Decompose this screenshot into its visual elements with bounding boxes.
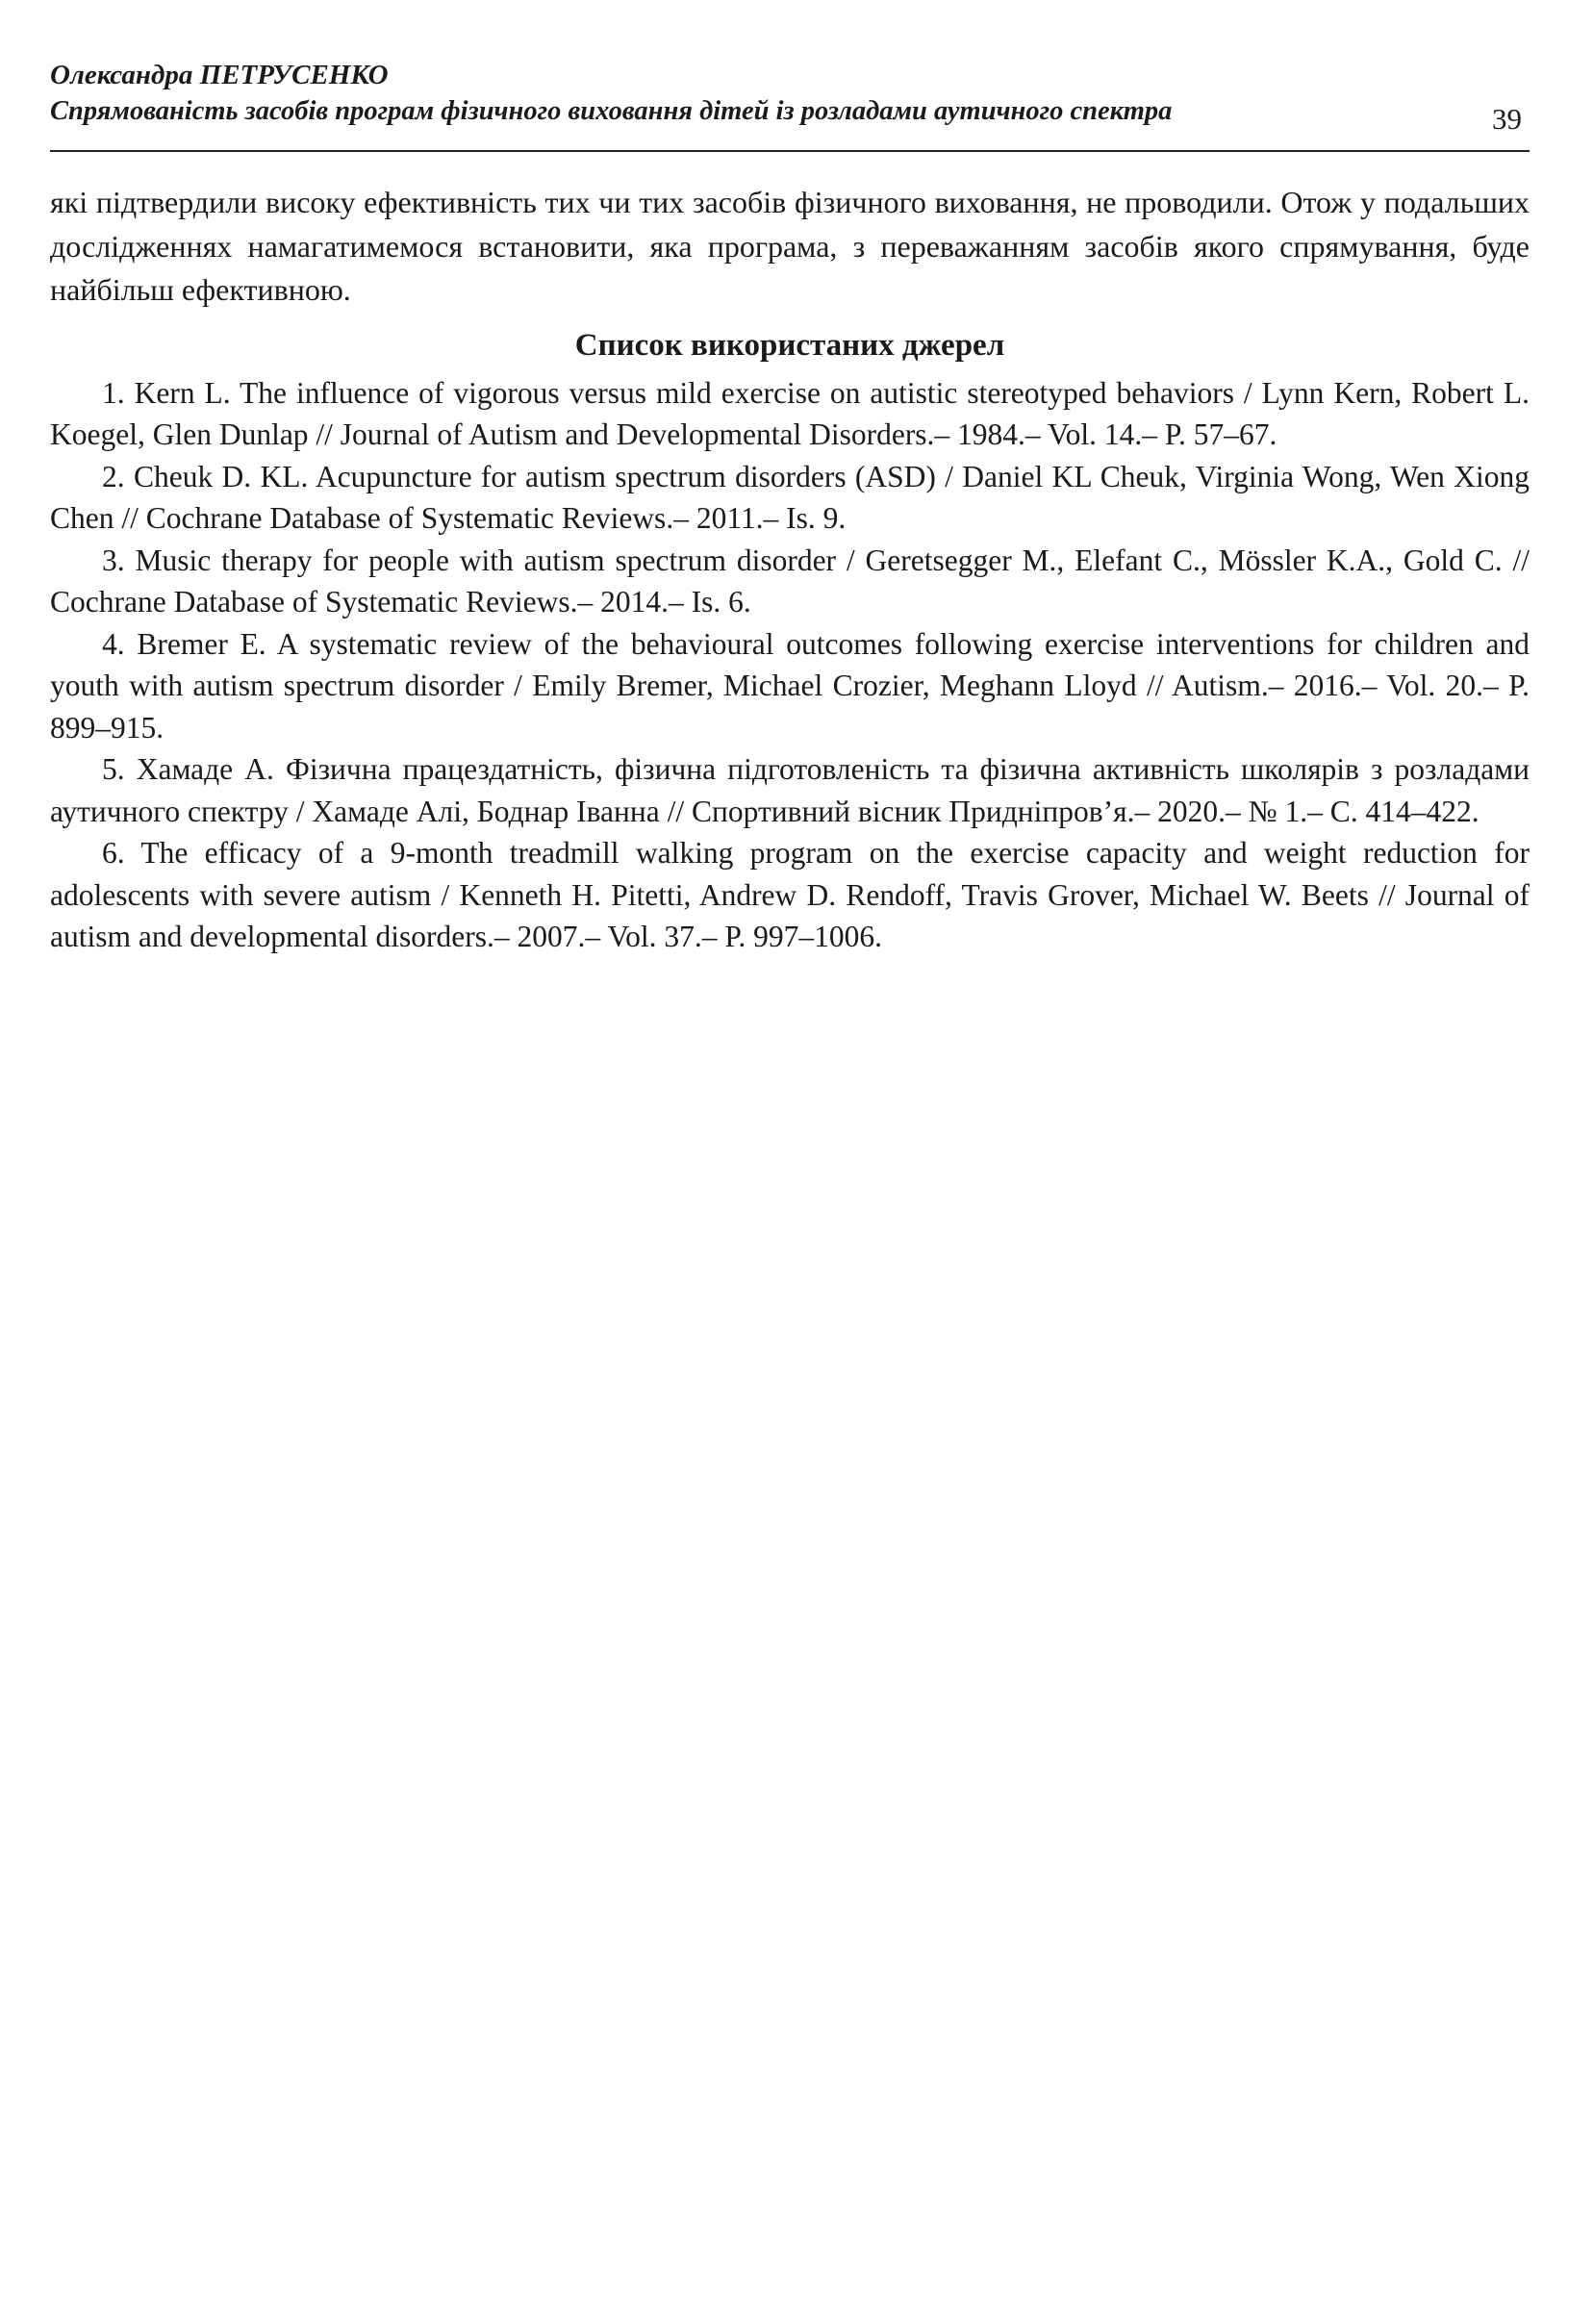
reference-item: 6. The efficacy of a 9-month treadmill walking program on the exercise capacity and weight reduction for adolescents with severe autism / Kenneth H. Pitetti, Andrew D. Rendoff, Travis Grover, Michael W. Beets // Journal of autism and developmental disorders.– 2007.– Vol. 37.– P. 997–1006. <box>50 836 1530 953</box>
references-list <box>50 372 1530 958</box>
header-article-title: Спрямованість засобів програм фізичного виховання дітей із розладами аутичного спектра <box>50 96 1173 126</box>
reference-item: 5. Хамаде А. Фізична працездатність, фізична підготовленість та фізична активність школярів з розладами аутичного спектру / Хамаде Алі, Боднар Іванна // Спортивний вісник Придніпров’я.– 2020.– № 1.– С. 414–422. <box>50 752 1530 828</box>
reference-item: 2. Cheuk D. KL. Acupuncture for autism spectrum disorders (ASD) / Daniel KL Cheuk, Virginia Wong, Wen Xiong Chen // Cochrane Database of Systematic Reviews.– 2011.– Is. 9. <box>50 459 1530 535</box>
page-content <box>50 181 1530 958</box>
running-header <box>50 54 1530 152</box>
reference-item: 3. Music therapy for people with autism spectrum disorder / Geretsegger M., Elefant C., Mössler K.A., Gold C. // Cochrane Database of Systematic Reviews.– 2014.– Is. 6. <box>50 543 1530 619</box>
header-author: Олександра ПЕТРУСЕНКО <box>50 60 389 90</box>
page-number: 39 <box>1492 102 1522 136</box>
intro-paragraph: які підтвердили високу ефективність тих чи тих засобів фізичного виховання, не проводили. Отож у подальших дослідженнях намагатимемося встановити, яка програма, з переважанням засобів якого спрямування, буде найбільш ефективною. <box>50 185 1530 307</box>
reference-item: 4. Bremer E. A systematic review of the behavioural outcomes following exercise interventions for children and youth with autism spectrum disorder / Emily Bremer, Michael Crozier, Meghann Lloyd // Autism.– 2016.– Vol. 20.– P. 899–915. <box>50 626 1530 745</box>
reference-item: 1. Kern L. The influence of vigorous versus mild exercise on autistic stereotyped behaviors / Lynn Kern, Robert L. Koegel, Glen Dunlap // Journal of Autism and Developmental Disorders.– 1984.– Vol. 14.– P. 57–67. <box>50 375 1530 451</box>
references-heading: Список використаних джерел <box>574 327 1005 363</box>
